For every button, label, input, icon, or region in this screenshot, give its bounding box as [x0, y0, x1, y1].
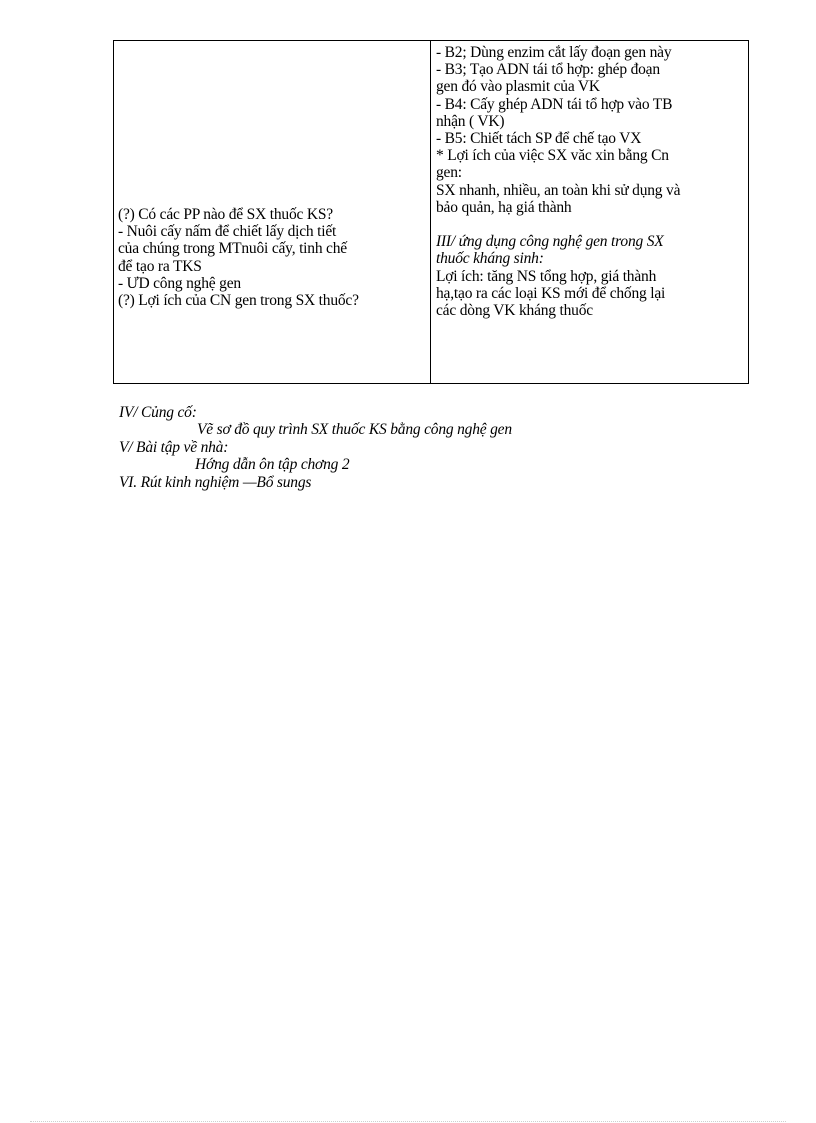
question-benefits: (?) Lợi ích của CN gen trong SX thuốc? — [118, 292, 359, 310]
vaccine-benefit-line: bảo quản, hạ giá thành — [436, 198, 572, 216]
lesson-table — [113, 40, 749, 384]
answer-line: - ƯD công nghệ gen — [118, 274, 241, 292]
answer-line: của chúng trong MTnuôi cấy, tinh chế — [118, 240, 347, 258]
vaccine-benefit-line: SX nhanh, nhiều, an toàn khi sử dụng và — [436, 181, 681, 199]
antibiotic-benefit-line: Lợi ích: tăng NS tổng hợp, giá thành — [436, 267, 657, 285]
consolidation-title: IV/ Củng cố: — [119, 404, 197, 421]
step-line: - B4: Cấy ghép ADN tái tổ hợp vào TB — [436, 95, 673, 113]
section-heading: thuốc kháng sinh: — [436, 250, 544, 268]
step-line: gen đó vào plasmit của VK — [436, 78, 600, 96]
table-left-column — [114, 41, 431, 383]
answer-line: - Nuôi cấy nấm để chiết lấy dịch tiết — [118, 223, 337, 241]
spacer — [436, 216, 744, 233]
table-right-column — [431, 41, 748, 383]
homework-text: Hớng dẫn ôn tập chơng 2 — [195, 456, 350, 474]
step-line: - B3; Tạo ADN tái tổ hợp: ghép đoạn — [436, 61, 660, 79]
vaccine-benefit-line: * Lợi ích của việc SX văc xin bằng Cn — [436, 147, 669, 165]
homework-title: V/ Bài tập về nhà: — [119, 438, 229, 456]
step-line: - B5: Chiết tách SP để chế tạo VX — [436, 130, 642, 148]
question-methods: (?) Có các PP nào để SX thuốc KS? — [118, 206, 333, 223]
answer-line: để tạo ra TKS — [118, 257, 202, 275]
page-bottom-rule — [30, 1121, 786, 1122]
step-line: nhận ( VK) — [436, 112, 505, 130]
experience-line: VI. Rút kinh nghiệm —Bổ sungs — [119, 473, 312, 491]
consolidation-text: Vẽ sơ đồ quy trình SX thuốc KS bằng công nghệ gen — [197, 421, 512, 439]
antibiotic-benefit-line: hạ,tạo ra các loại KS mới để chống lại — [436, 284, 666, 302]
vaccine-benefit-line: gen: — [436, 164, 462, 182]
step-line: - B2; Dùng enzim cắt lấy đoạn gen này — [436, 44, 672, 61]
section-heading: III/ ứng dụng công nghệ gen trong SX — [436, 233, 664, 251]
antibiotic-benefit-line: các dòng VK kháng thuốc — [436, 302, 593, 320]
lesson-footer — [119, 404, 739, 491]
